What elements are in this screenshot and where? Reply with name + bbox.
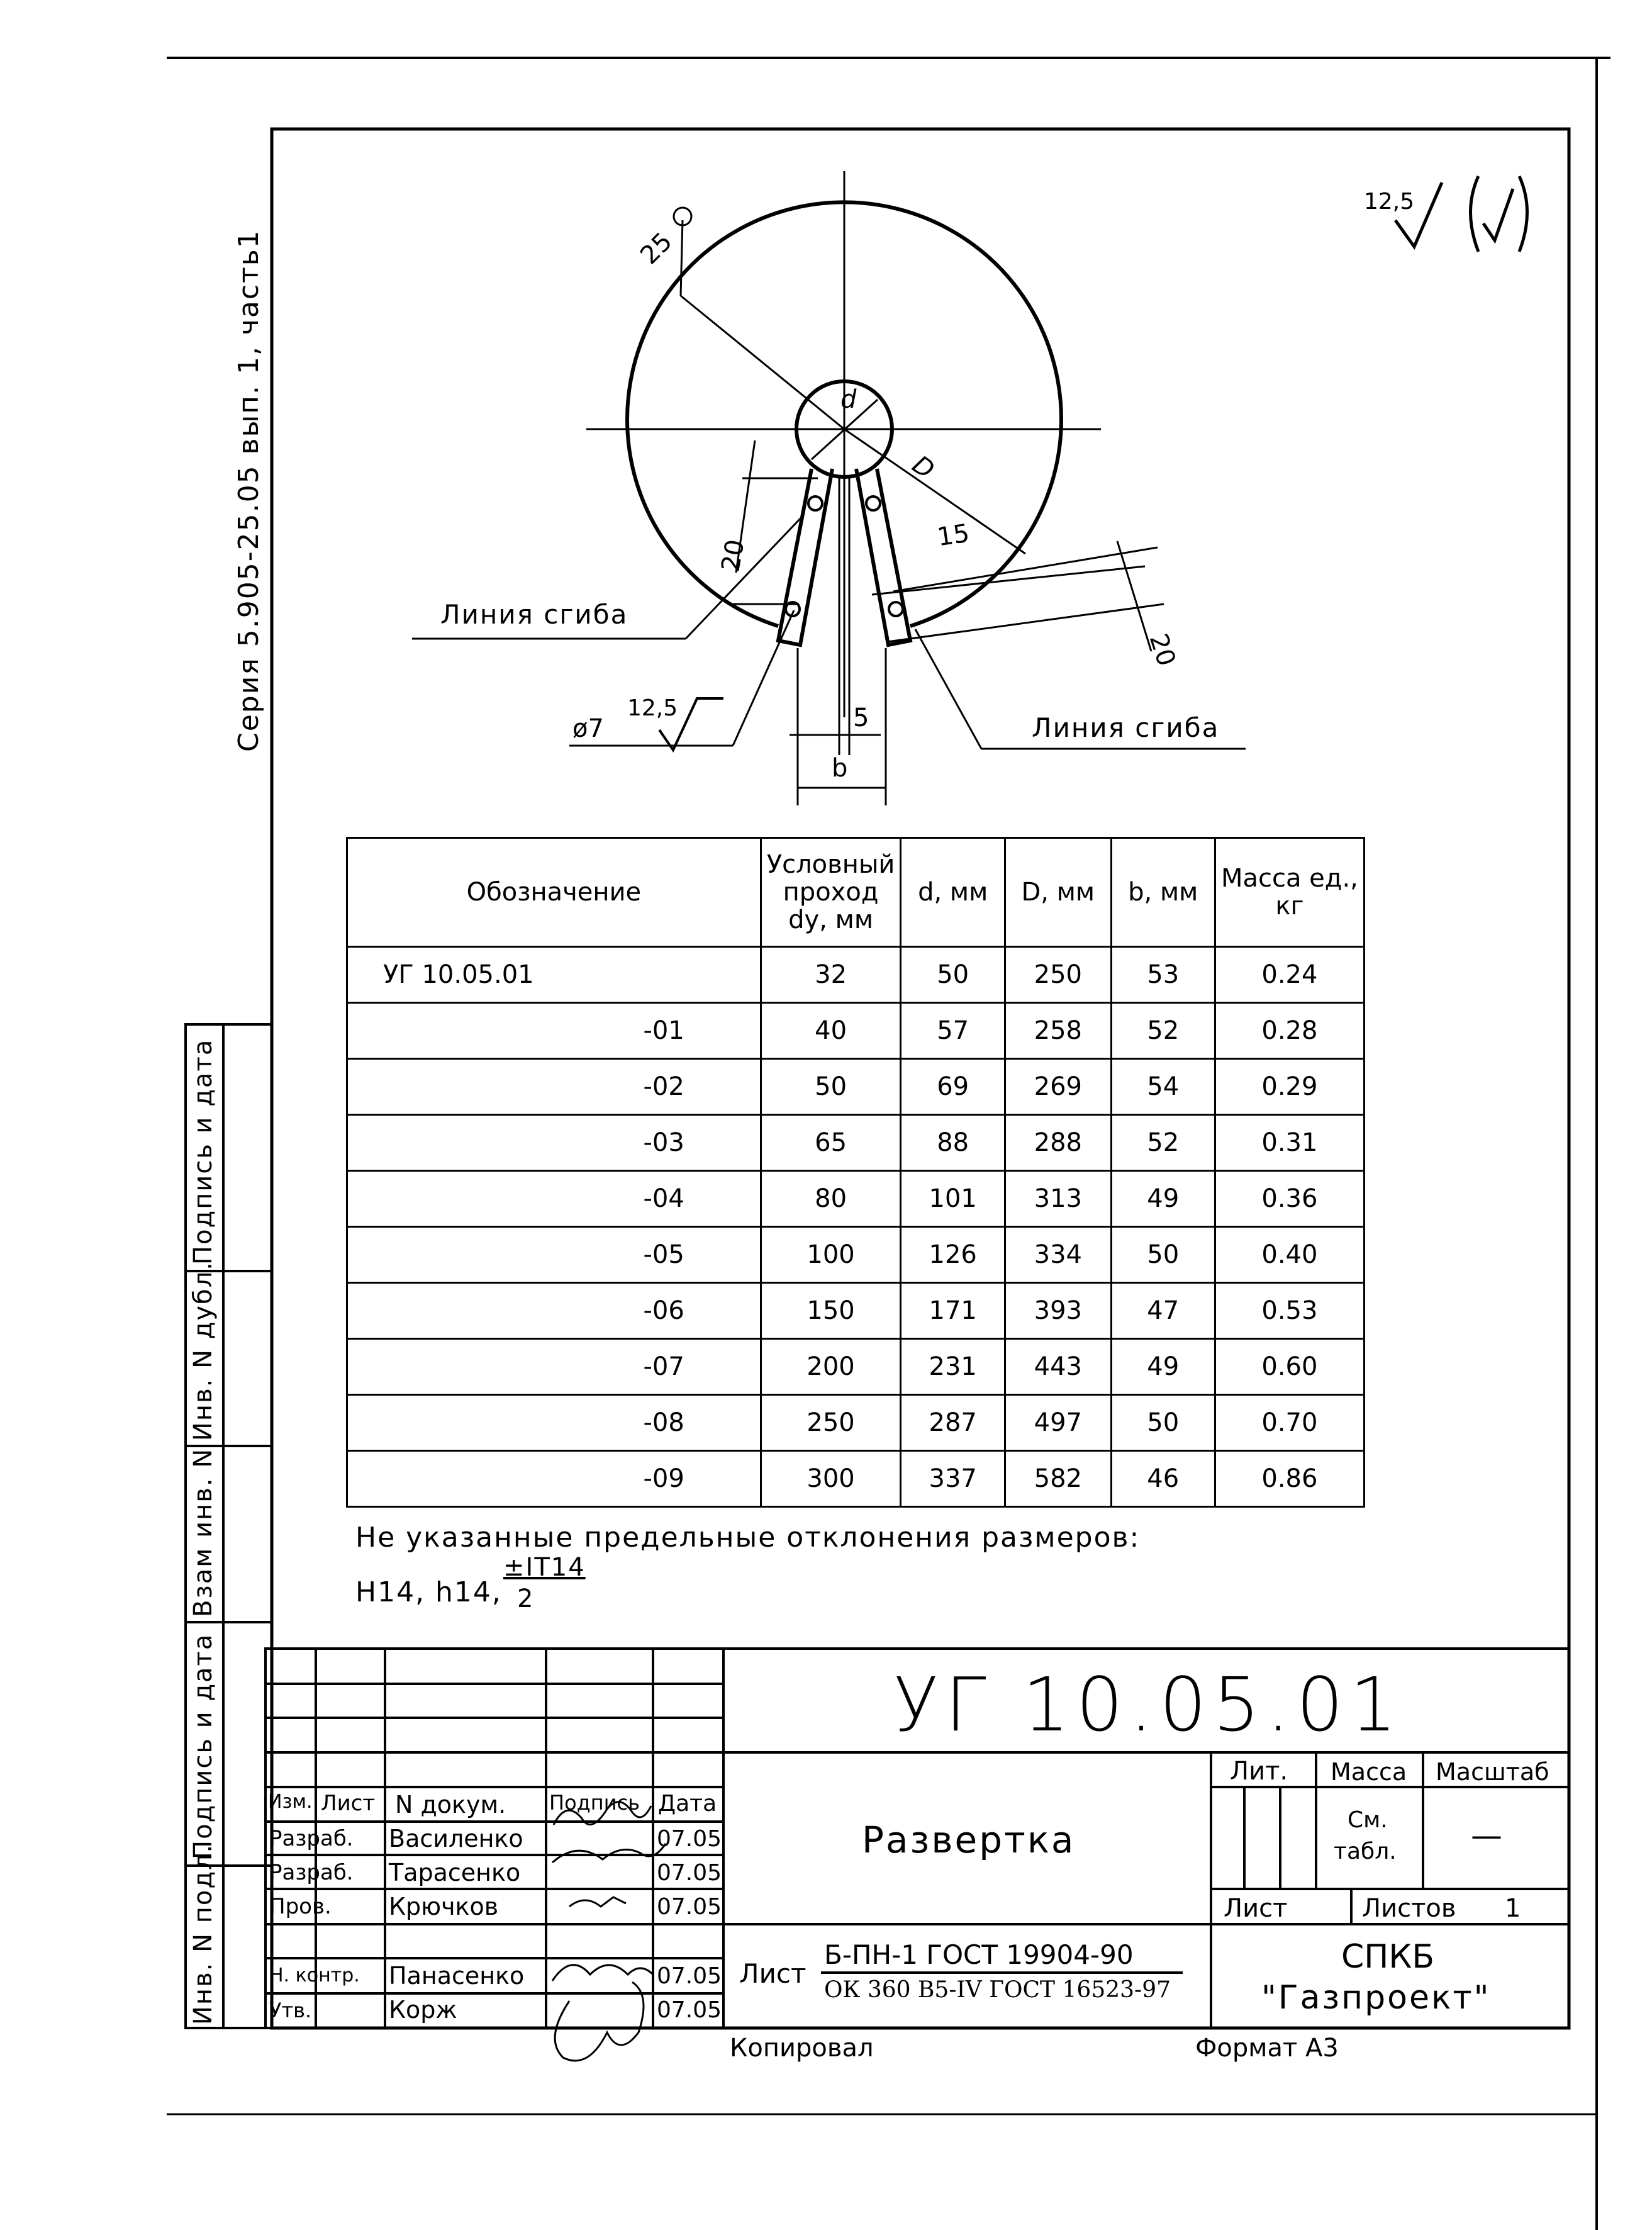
dim-20-right: 20 [1143,630,1181,670]
cell-dy: 200 [761,1339,901,1395]
material-top: Б-ПН-1 ГОСТ 19904-90 [824,1939,1134,1970]
header-nominal-bore: Условный проход dy, мм [761,838,901,947]
cell-dy: 150 [761,1283,901,1339]
cell-b: 52 [1111,1003,1215,1059]
scale-value: — [1471,1817,1502,1854]
tolerance-fraction-denominator: 2 [517,1584,535,1613]
organization-line-1: СПКБ [1341,1938,1435,1976]
dim-d: d [840,385,857,414]
tolerance-fraction-numerator: ±IT14 [503,1553,586,1582]
cell-d: 287 [901,1395,1005,1451]
col-doc: N докум. [395,1791,506,1818]
cell-mass: 0.86 [1215,1451,1364,1507]
name-approver: Корж [389,1996,457,2024]
cell-mass: 0.40 [1215,1227,1364,1283]
cell-dy: 250 [761,1395,901,1451]
table-row [347,1115,1365,1171]
cell-d: 231 [901,1339,1005,1395]
tolerance-classes: H14, h14, [355,1576,502,1608]
role-norm-control: Н. контр. [269,1964,360,1986]
cell-b: 53 [1111,947,1215,1003]
header-designation: Обозначение [347,838,761,947]
cell-designation: -07 [347,1339,761,1395]
role-developer-2: Разраб. [269,1860,354,1885]
col-date: Дата [658,1791,717,1817]
cell-designation: -05 [347,1227,761,1283]
table-row [347,1451,1365,1507]
label-lit: Лит. [1230,1757,1288,1786]
cell-mass: 0.29 [1215,1059,1364,1115]
label-massa: Масса [1331,1758,1407,1786]
label-sheets: Листов [1362,1894,1456,1923]
cell-designation: УГ 10.05.01 [347,947,761,1003]
table-row [347,1171,1365,1227]
col-izm: Изм. [268,1791,313,1813]
dim-radius-25: 25 [635,227,678,271]
cell-mass: 0.28 [1215,1003,1364,1059]
cell-mass: 0.70 [1215,1395,1364,1451]
cell-designation: -06 [347,1283,761,1339]
mass-value-line-1: См. [1348,1807,1388,1833]
material-prefix: Лист [739,1958,806,1989]
header-D: D, мм [1005,838,1112,947]
organization-line-2: "Газпроект" [1261,1979,1491,2017]
cell-designation: -08 [347,1395,761,1451]
cell-designation: -03 [347,1115,761,1171]
cell-mass: 0.53 [1215,1283,1364,1339]
cell-d: 69 [901,1059,1005,1115]
table-row [347,1003,1365,1059]
cell-D: 288 [1005,1115,1112,1171]
date-norm-control: 07.05 [657,1963,722,1989]
dim-5: 5 [853,703,869,732]
cell-D: 497 [1005,1395,1112,1451]
col-list: Лист [321,1791,376,1816]
hole-diameter: ø7 [572,714,604,743]
tolerance-note: Не указанные предельные отклонения размеров: [355,1521,1141,1554]
mass-value-line-2: табл. [1334,1839,1397,1864]
cell-D: 334 [1005,1227,1112,1283]
footer-copied: Копировал [730,2034,874,2063]
name-developer-1: Василенко [389,1825,523,1852]
dim-20-left: 20 [716,537,751,574]
side-stamp-vzam-inv: Взам инв. N [189,1447,218,1617]
cell-designation: -09 [347,1451,761,1507]
name-developer-2: Тарасенко [389,1859,521,1886]
side-stamp-signature-date-2: Подпись и дата [189,1633,218,1859]
cell-dy: 80 [761,1171,901,1227]
role-checker: Пров. [269,1894,332,1919]
cell-dy: 50 [761,1059,901,1115]
cell-mass: 0.31 [1215,1115,1364,1171]
cell-d: 57 [901,1003,1005,1059]
roughness-main-value: 12,5 [1364,189,1415,215]
role-developer-1: Разраб. [269,1826,354,1851]
cell-b: 46 [1111,1451,1215,1507]
cell-dy: 32 [761,947,901,1003]
name-checker: Крючков [389,1893,499,1920]
cell-d: 337 [901,1451,1005,1507]
cell-D: 443 [1005,1339,1112,1395]
header-b: b, мм [1111,838,1215,947]
cell-b: 49 [1111,1171,1215,1227]
date-checker: 07.05 [657,1894,722,1920]
dim-D: D [907,450,940,485]
cell-d: 126 [901,1227,1005,1283]
part-drawing [412,171,1246,805]
cell-b: 52 [1111,1115,1215,1171]
cell-D: 258 [1005,1003,1112,1059]
document-code: УГ 10.05.01 [893,1661,1404,1748]
cell-D: 582 [1005,1451,1112,1507]
header-d: d, мм [901,838,1005,947]
sheets-value: 1 [1505,1894,1521,1923]
cell-b: 54 [1111,1059,1215,1115]
spec-table [346,837,1365,1508]
spec-table-header [347,838,1365,947]
dim-b: b [832,754,848,783]
table-row [347,1283,1365,1339]
date-developer-2: 07.05 [657,1860,722,1886]
table-row [347,1227,1365,1283]
name-norm-control: Панасенко [389,1962,525,1990]
document-name: Развертка [862,1818,1076,1861]
cell-d: 50 [901,947,1005,1003]
label-masshtab: Масштаб [1436,1758,1549,1786]
roughness-hole-value: 12,5 [627,695,678,721]
bend-line-right-label: Линия сгиба [1032,712,1220,743]
cell-designation: -04 [347,1171,761,1227]
dim-15: 15 [935,518,971,552]
cell-D: 269 [1005,1059,1112,1115]
cell-d: 88 [901,1115,1005,1171]
date-approver: 07.05 [657,1997,722,2023]
cell-d: 101 [901,1171,1005,1227]
cell-d: 171 [901,1283,1005,1339]
side-stamp-signature-date-1: Подпись и дата [189,1038,218,1265]
cell-D: 313 [1005,1171,1112,1227]
cell-designation: -01 [347,1003,761,1059]
table-row [347,947,1365,1003]
cell-dy: 65 [761,1115,901,1171]
role-approver: Утв. [269,1998,312,2022]
cell-b: 50 [1111,1395,1215,1451]
cell-dy: 40 [761,1003,901,1059]
cell-D: 393 [1005,1283,1112,1339]
roughness-symbol [1395,176,1527,252]
material-bottom: ОК 360 В5-IV ГОСТ 16523-97 [824,1977,1171,2003]
header-mass: Масса ед., кг [1215,838,1364,947]
table-row [347,1395,1365,1451]
side-stamp-inv-dubl: Инв. N дубл. [189,1261,218,1441]
cell-b: 49 [1111,1339,1215,1395]
cell-mass: 0.36 [1215,1171,1364,1227]
cell-mass: 0.24 [1215,947,1364,1003]
side-stamp-inv-podl: Инв. N подл. [189,1843,218,2025]
cell-b: 47 [1111,1283,1215,1339]
label-sheet: Лист [1224,1894,1288,1923]
date-developer-1: 07.05 [657,1826,722,1852]
cell-mass: 0.60 [1215,1339,1364,1395]
table-row [347,1059,1365,1115]
cell-b: 50 [1111,1227,1215,1283]
col-sign: Подпись [549,1791,640,1815]
series-label: Серия 5.905-25.05 вып. 1, часть1 [233,229,265,752]
cell-dy: 100 [761,1227,901,1283]
footer-format: Формат А3 [1195,2034,1339,2063]
bend-line-left-label: Линия сгиба [440,599,628,630]
table-row [347,1339,1365,1395]
cell-dy: 300 [761,1451,901,1507]
signatures [552,1802,666,2061]
cell-D: 250 [1005,947,1112,1003]
cell-designation: -02 [347,1059,761,1115]
